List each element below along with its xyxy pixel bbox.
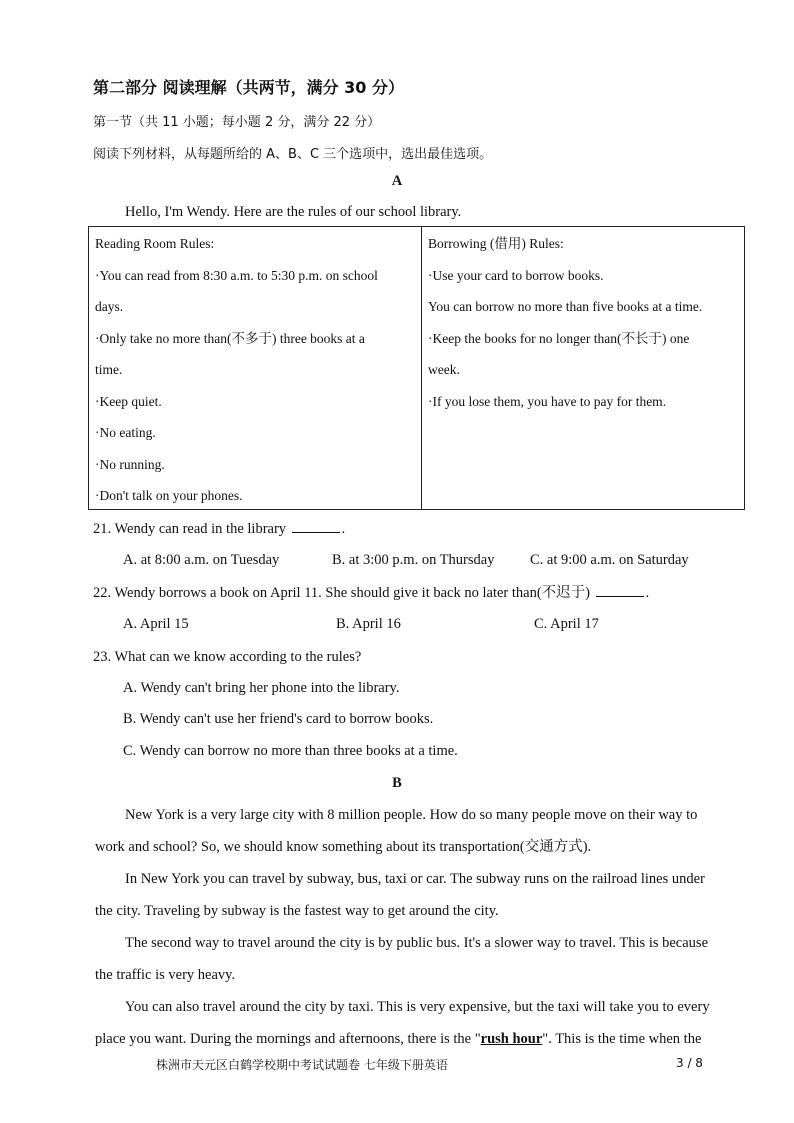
- rule-line: week.: [428, 362, 460, 377]
- passage-b-label: B: [392, 775, 402, 791]
- footer-exam-name: 株洲市天元区白鹤学校期中考试试题卷 七年级下册英语: [156, 1058, 448, 1072]
- paragraph-text: ". This is the time when the: [542, 1031, 702, 1047]
- option-b: B. Wendy can't use her friend's card to borrow books.: [123, 711, 434, 727]
- question-22: [93, 584, 649, 602]
- paragraph-line: You can also travel around the city by taxi. This is very expensive, but the taxi will take you to every: [125, 999, 710, 1015]
- question-stem: 21. Wendy can read in the library: [93, 521, 287, 537]
- rule-line: ·No eating.: [95, 425, 156, 440]
- question-21: [93, 520, 345, 538]
- question-23: 23. What can we know according to the rules?: [93, 649, 362, 665]
- answer-blank: [596, 584, 644, 597]
- question-stem: 22. Wendy borrows a book on April 11. She should give it back no later than(不迟于): [93, 585, 590, 601]
- rule-line: time.: [95, 362, 123, 377]
- option-a: A. Wendy can't bring her phone into the library.: [123, 680, 400, 696]
- option-a: A. at 8:00 a.m. on Tuesday: [123, 552, 280, 568]
- rule-line: ·Keep quiet.: [95, 394, 162, 409]
- rule-line: You can borrow no more than five books at a time.: [428, 299, 703, 314]
- library-rules-table: [88, 226, 745, 510]
- rule-text: ·You can read from 8:30 a.m. to 5:30 p.m. on school: [95, 268, 378, 283]
- instructions: 阅读下列材料，从每题所给的 A、B、C 三个选项中，选出最佳选项。: [93, 147, 493, 162]
- section-title: 第二部分 阅读理解（共两节，满分 30 分）: [93, 78, 404, 97]
- passage-a-intro: Hello, I'm Wendy. Here are the rules of our school library.: [125, 204, 462, 220]
- answer-blank: [292, 520, 340, 533]
- option-b: B. April 16: [336, 616, 401, 632]
- rule-line: [95, 267, 415, 285]
- option-a: A. April 15: [123, 616, 189, 632]
- paragraph-line: the city. Traveling by subway is the fastest way to get around the city.: [95, 903, 499, 919]
- footer-page-number: 3 / 8: [676, 1056, 703, 1070]
- paragraph-line: the traffic is very heavy.: [95, 967, 236, 983]
- passage-a-label: A: [391, 173, 403, 189]
- subsection-heading: 第一节（共 11 小题；每小题 2 分，满分 22 分）: [93, 115, 381, 130]
- rule-line: ·Keep the books for no longer than(不长于) one: [428, 331, 690, 346]
- paragraph-line: New York is a very large city with 8 million people. How do so many people move on their way to: [125, 807, 698, 823]
- rule-line: days.: [95, 299, 124, 314]
- option-c: C. at 9:00 a.m. on Saturday: [530, 552, 689, 568]
- rule-line: ·Use your card to borrow books.: [428, 268, 604, 283]
- option-c: C. April 17: [534, 616, 599, 632]
- paragraph-text: place you want. During the mornings and afternoons, there is the ": [95, 1031, 481, 1047]
- question-end: .: [341, 521, 346, 537]
- option-b: B. at 3:00 p.m. on Thursday: [332, 552, 495, 568]
- reading-room-rules: [89, 227, 422, 509]
- underlined-term: rush hour: [480, 1031, 543, 1047]
- rule-line: ·No running.: [95, 457, 165, 472]
- paragraph-line: In New York you can travel by subway, bus, taxi or car. The subway runs on the railroad lines under: [125, 871, 705, 887]
- paragraph-line: The second way to travel around the city is by public bus. It's a slower way to travel. This is because: [125, 935, 709, 951]
- reading-room-heading: Reading Room Rules:: [95, 236, 215, 251]
- borrowing-heading: Borrowing (借用) Rules:: [428, 236, 564, 251]
- question-end: .: [645, 585, 650, 601]
- paragraph-line: [95, 1030, 701, 1048]
- rule-line: ·Only take no more than(不多于) three books at a: [95, 331, 365, 346]
- option-c: C. Wendy can borrow no more than three books at a time.: [123, 743, 458, 759]
- paragraph-line: work and school? So, we should know something about its transportation(交通方式).: [95, 839, 592, 855]
- rule-line: ·If you lose them, you have to pay for them.: [428, 394, 667, 409]
- borrowing-rules: [422, 227, 744, 509]
- rule-line: ·Don't talk on your phones.: [95, 488, 243, 503]
